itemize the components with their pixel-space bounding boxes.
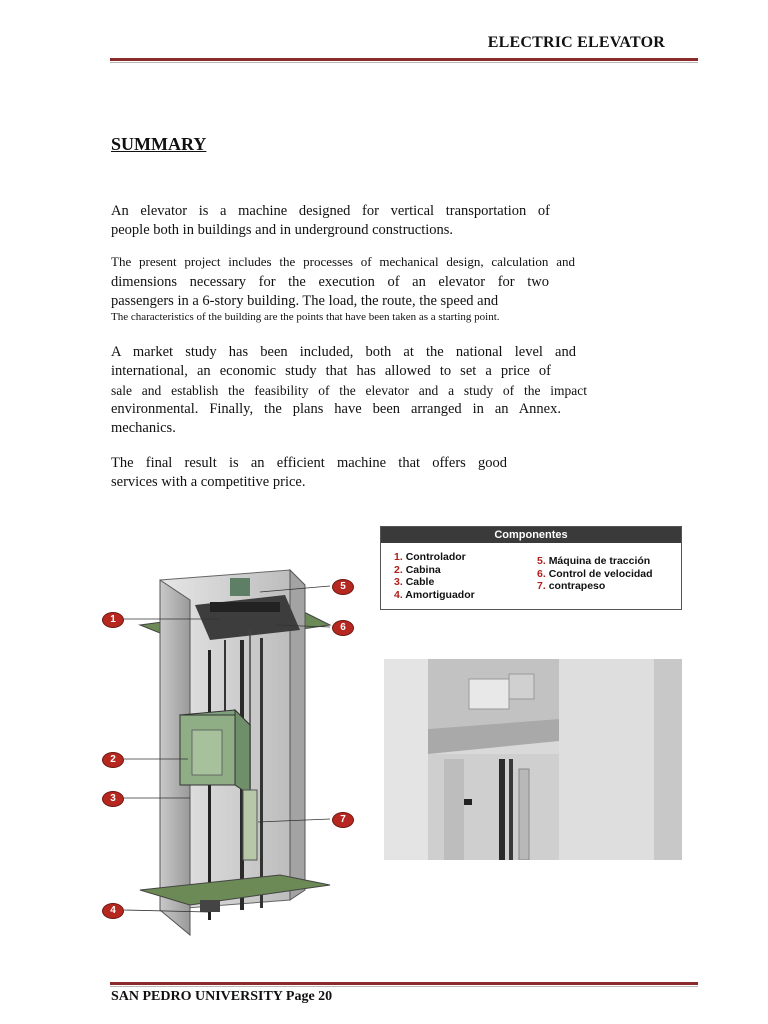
paragraph-2 (111, 252, 575, 324)
callout-7: 7 (332, 812, 354, 828)
text-line: people both in buildings and in underground constructions. (111, 222, 454, 238)
text-line: A market study has been included, both at the national level and (111, 344, 576, 360)
text-line: An elevator is a machine designed for vertical transportation of (111, 203, 550, 219)
footer-rule-shadow (110, 986, 698, 987)
component-item: 7. contrapeso (537, 580, 606, 592)
components-legend (380, 526, 682, 610)
text-line: dimensions necessary for the execution of an elevator for two (111, 274, 549, 290)
component-item: 4. Amortiguador (394, 588, 475, 601)
text-line: The characteristics of the building are the points that have been taken as a starting point. (111, 311, 500, 323)
paragraph-1 (111, 202, 550, 240)
callout-6: 6 (332, 620, 354, 636)
header-rule-shadow (110, 62, 698, 63)
callout-5: 5 (332, 579, 354, 595)
components-right-column (537, 555, 653, 593)
text-line: services with a competitive price. (111, 474, 306, 490)
component-item: 6. Control de velocidad (537, 567, 653, 580)
text-line: passengers in a 6-story building. The load, the route, the speed and (111, 293, 499, 309)
callout-4: 4 (102, 903, 124, 919)
callout-2: 2 (102, 752, 124, 768)
header-rule (110, 58, 698, 61)
components-left-column (394, 551, 475, 601)
text-line: sale and establish the feasibility of the elevator and a study of the impact (111, 383, 587, 398)
machine-room-render (384, 659, 682, 860)
callout-3: 3 (102, 791, 124, 807)
component-item: 1. Controlador (394, 551, 466, 563)
callout-1: 1 (102, 612, 124, 628)
running-header: ELECTRIC ELEVATOR (487, 34, 665, 51)
summary-heading: SUMMARY (111, 134, 207, 154)
text-line: environmental. Finally, the plans have been arranged in an Annex. (111, 401, 561, 417)
text-line: international, an economic study that has allowed to set a price of (111, 363, 551, 379)
elevator-cutaway-illustration (100, 560, 360, 940)
components-title: Componentes (381, 527, 681, 543)
text-line: mechanics. (111, 420, 176, 436)
text-line: The present project includes the processes of mechanical design, calculation and (111, 254, 575, 269)
component-item: 2. Cabina (394, 563, 441, 576)
page-footer: SAN PEDRO UNIVERSITY Page 20 (111, 989, 333, 1004)
text-line: The final result is an efficient machine that offers good (111, 455, 507, 471)
footer-rule (110, 982, 698, 985)
paragraph-4 (111, 454, 507, 492)
paragraph-3 (111, 343, 587, 438)
component-item: 3. Cable (394, 576, 435, 588)
component-item: 5. Máquina de tracción (537, 555, 651, 567)
